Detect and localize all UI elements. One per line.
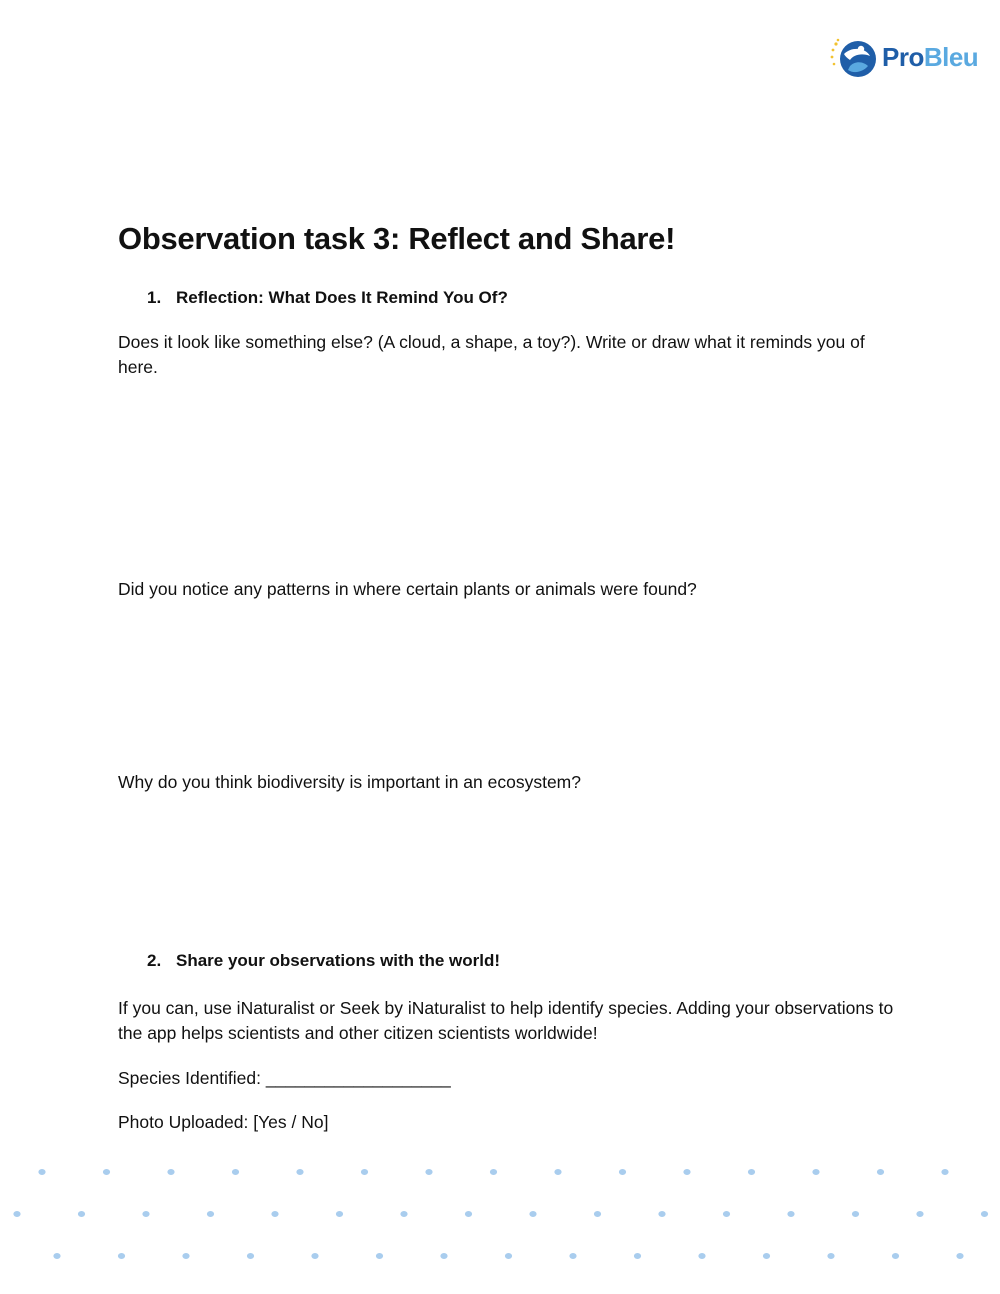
decorative-dot bbox=[118, 1253, 125, 1259]
decorative-dot bbox=[361, 1169, 368, 1175]
decorative-dot bbox=[440, 1253, 447, 1259]
decorative-dot bbox=[490, 1169, 497, 1175]
photo-uploaded-line: Photo Uploaded: [Yes / No] bbox=[118, 1112, 329, 1132]
decorative-dot bbox=[53, 1253, 60, 1259]
decorative-dot bbox=[812, 1169, 819, 1175]
decorative-dot bbox=[425, 1169, 432, 1175]
decorative-dot bbox=[941, 1169, 948, 1175]
decorative-dot bbox=[311, 1253, 318, 1259]
decorative-dot bbox=[336, 1211, 343, 1217]
prompt-patterns: Did you notice any patterns in where certain plants or animals were found? bbox=[118, 579, 697, 599]
decorative-dot bbox=[827, 1253, 834, 1259]
decorative-dot bbox=[78, 1211, 85, 1217]
decorative-dot bbox=[698, 1253, 705, 1259]
section-2-title: Share your observations with the world! bbox=[176, 951, 500, 970]
section-1-title: Reflection: What Does It Remind You Of? bbox=[176, 288, 508, 307]
decorative-dot bbox=[505, 1253, 512, 1259]
decorative-dot bbox=[787, 1211, 794, 1217]
section-1-number: 1. bbox=[147, 288, 162, 307]
page-title: Observation task 3: Reflect and Share! bbox=[118, 221, 676, 256]
decorative-dot bbox=[634, 1253, 641, 1259]
prompt-remind-you-of: Does it look like something else? (A cloud, a shape, a toy?). Write or draw what it reminds you of here. bbox=[118, 332, 865, 377]
decorative-dot bbox=[956, 1253, 963, 1259]
share-intro: If you can, use iNaturalist or Seek by iNaturalist to help identify species. Adding your observations to the app helps scientists and other citizen scientists worldwide! bbox=[118, 998, 894, 1043]
decorative-dot bbox=[296, 1169, 303, 1175]
species-identified-line: Species Identified: ___________________ bbox=[118, 1068, 451, 1088]
probleu-logo bbox=[830, 36, 980, 82]
decorative-dot bbox=[658, 1211, 665, 1217]
decorative-dot bbox=[271, 1211, 278, 1217]
section-2-heading bbox=[147, 951, 500, 971]
section-1-heading bbox=[147, 288, 508, 308]
section-2-number: 2. bbox=[147, 951, 162, 970]
decorative-dot bbox=[594, 1211, 601, 1217]
decorative-dot bbox=[554, 1169, 561, 1175]
decorative-dot bbox=[167, 1169, 174, 1175]
decorative-dot bbox=[529, 1211, 536, 1217]
decorative-dot bbox=[763, 1253, 770, 1259]
logo-text-pro: Pro bbox=[882, 42, 924, 72]
decorative-dot bbox=[103, 1169, 110, 1175]
decorative-dot bbox=[142, 1211, 149, 1217]
decorative-dot bbox=[232, 1169, 239, 1175]
logo-text-bleu: Bleu bbox=[923, 42, 979, 72]
decorative-dot bbox=[207, 1211, 214, 1217]
decorative-dot bbox=[569, 1253, 576, 1259]
decorative-dot bbox=[723, 1211, 730, 1217]
decorative-dot bbox=[916, 1211, 923, 1217]
decorative-dot bbox=[400, 1211, 407, 1217]
decorative-dot bbox=[38, 1169, 45, 1175]
decorative-dot bbox=[877, 1169, 884, 1175]
decorative-dot bbox=[683, 1169, 690, 1175]
decorative-dot bbox=[247, 1253, 254, 1259]
decorative-dot bbox=[376, 1253, 383, 1259]
decorative-dot bbox=[182, 1253, 189, 1259]
decorative-dot bbox=[981, 1211, 988, 1217]
decorative-dot bbox=[465, 1211, 472, 1217]
decorative-dot bbox=[852, 1211, 859, 1217]
probleu-emblem-icon bbox=[830, 36, 878, 82]
decorative-dot bbox=[13, 1211, 20, 1217]
decorative-dot bbox=[748, 1169, 755, 1175]
decorative-dot bbox=[892, 1253, 899, 1259]
prompt-biodiversity: Why do you think biodiversity is important in an ecosystem? bbox=[118, 772, 581, 792]
decorative-dot bbox=[619, 1169, 626, 1175]
decorative-dot-pattern bbox=[0, 1150, 1000, 1280]
logo-wordmark bbox=[882, 42, 978, 73]
